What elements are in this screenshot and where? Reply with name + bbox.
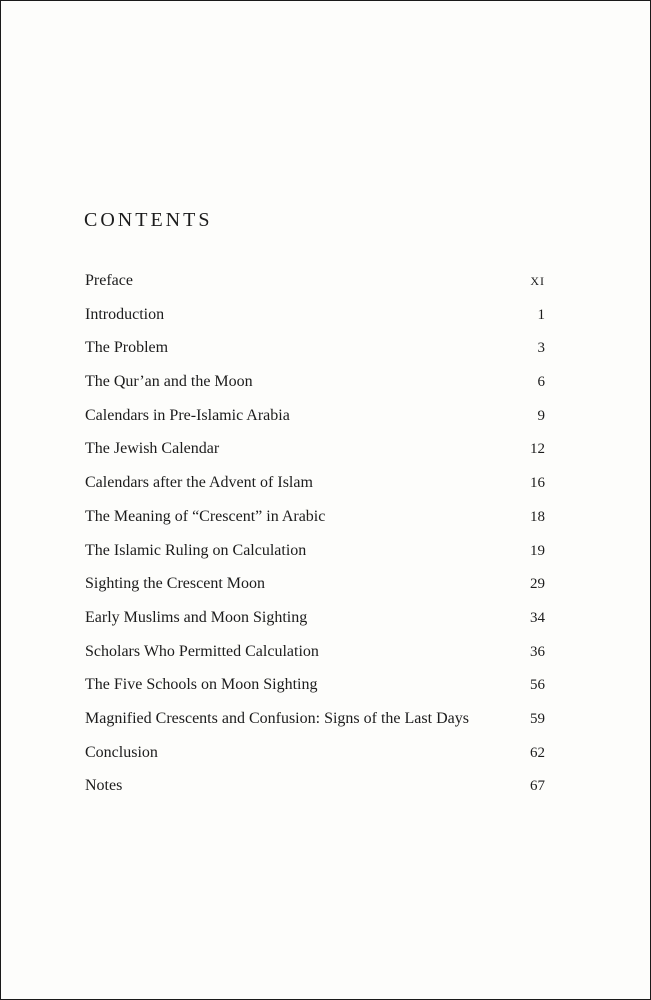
toc-entry-quran-and-moon [85, 373, 545, 407]
toc-entry-page: 56 [530, 677, 545, 694]
toc-entry-scholars-calculation [85, 643, 545, 677]
toc-entry-pre-islamic-calendars [85, 407, 545, 441]
toc-entry-the-problem [85, 339, 545, 373]
toc-entry-page: 59 [530, 710, 545, 727]
toc-entry-title: Scholars Who Permitted Calculation [85, 642, 319, 660]
toc-entry-page: 16 [530, 475, 545, 492]
toc-entry-page: XI [530, 274, 545, 288]
toc-entry-five-schools [85, 676, 545, 710]
toc-entry-page: 9 [537, 407, 545, 424]
toc-entry-title: The Problem [85, 339, 169, 357]
toc-entry-page: 18 [530, 508, 545, 525]
toc-entry-page: 67 [530, 778, 545, 795]
contents-heading: CONTENTS [84, 209, 213, 231]
toc-entry-page: 34 [530, 609, 545, 626]
toc-entry-jewish-calendar [85, 440, 545, 474]
toc-entry-title: Introduction [85, 305, 165, 323]
toc-entry-title: Preface [85, 272, 133, 289]
toc-entry-title: The Meaning of “Crescent” in Arabic [85, 507, 326, 525]
toc-entry-page: 1 [537, 306, 545, 323]
toc-entry-page: 62 [530, 744, 545, 761]
toc-entry-page: 12 [530, 441, 545, 458]
toc-entry-page: 36 [530, 643, 545, 660]
toc-entry-title: Sighting the Crescent Moon [85, 575, 265, 593]
toc-entry-title: The Qur’an and the Moon [85, 373, 253, 391]
toc-entry-title: The Five Schools on Moon Sighting [85, 676, 318, 694]
toc-entry-magnified-crescents [85, 710, 545, 744]
toc-entry-page: 6 [537, 374, 545, 391]
toc-entry-notes [85, 777, 545, 811]
toc-entry-title: Conclusion [85, 743, 158, 761]
toc-entry-conclusion [85, 744, 545, 778]
toc-entry-page: 29 [530, 576, 545, 593]
toc-entry-title: Magnified Crescents and Confusion: Signs of the Last Days [85, 709, 469, 727]
toc-entry-ruling-on-calculation [85, 542, 545, 576]
toc-entry-title: Notes [85, 777, 123, 795]
toc-entry-sighting-crescent [85, 575, 545, 609]
toc-entry-introduction [85, 306, 545, 340]
toc-entry-page: 3 [537, 340, 545, 357]
toc-entry-meaning-of-crescent [85, 508, 545, 542]
toc-entry-title: The Islamic Ruling on Calculation [85, 541, 307, 559]
toc-entry-preface [85, 272, 545, 306]
toc-entry-page: 19 [530, 542, 545, 559]
table-of-contents [85, 272, 545, 811]
toc-entry-early-muslims [85, 609, 545, 643]
toc-entry-title: Early Muslims and Moon Sighting [85, 608, 308, 626]
toc-entry-calendars-after-islam [85, 474, 545, 508]
toc-entry-title: The Jewish Calendar [85, 440, 220, 458]
toc-entry-title: Calendars in Pre-Islamic Arabia [85, 406, 290, 424]
toc-entry-title: Calendars after the Advent of Islam [85, 474, 313, 492]
